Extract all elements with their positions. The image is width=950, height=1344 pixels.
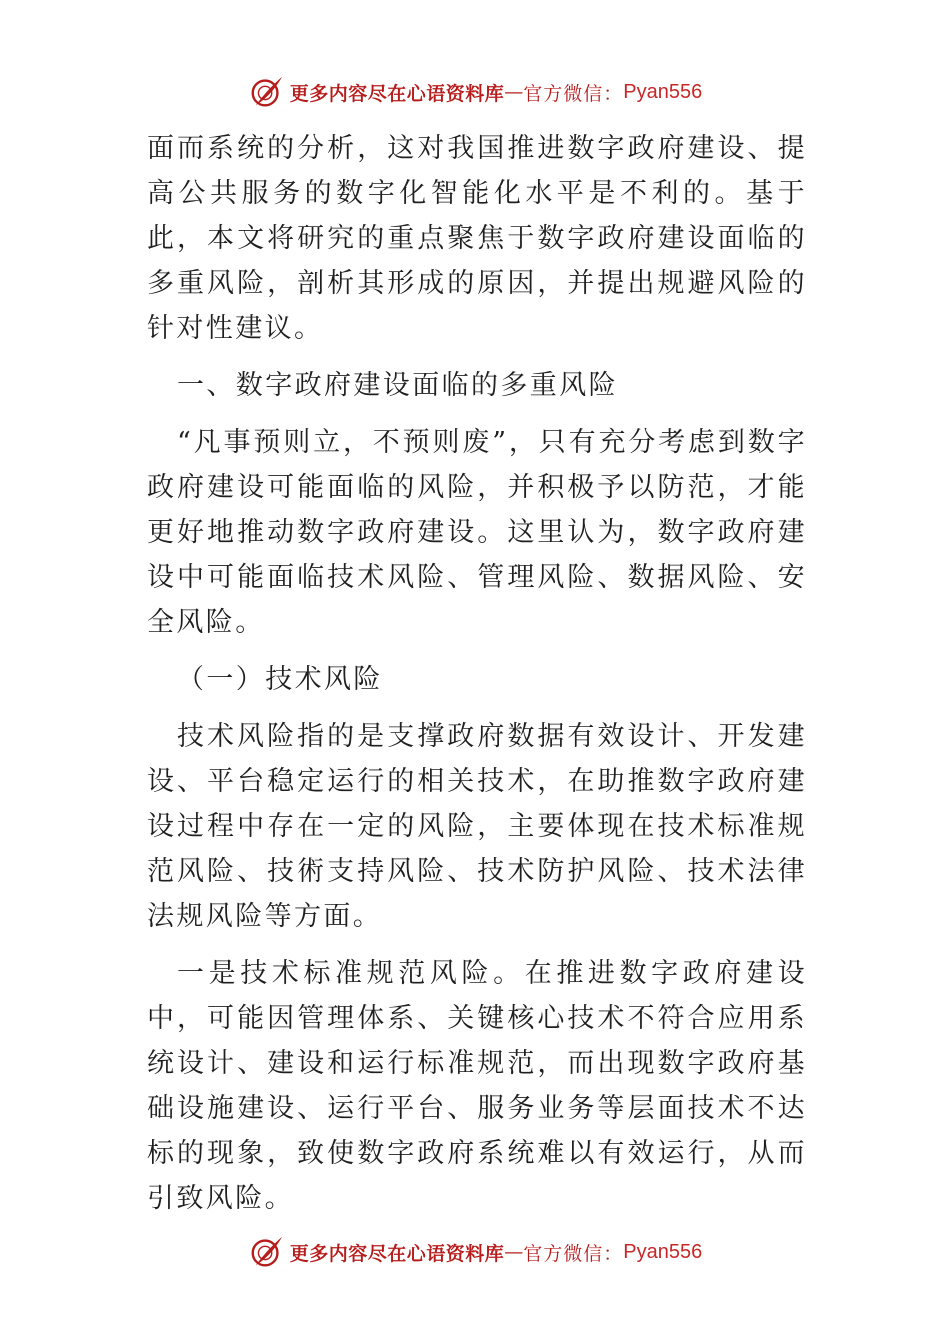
banner-title: 更多内容尽在心语资料库 [289,1242,505,1265]
paragraph-continued: 面而系统的分析，这对我国推进数字政府建设、提高公共服务的数字化智能化水平是不利的。基于此，本文将研究的重点聚焦于数字政府建设面临的多重风险，剖析其形成的原因，并提出规避风险的针对性建议。 [147,133,807,344]
document-body [147,126,807,1233]
quill-logo-icon [248,1233,286,1271]
banner-separator: — [504,1241,524,1263]
banner-wechat-id: Pyan556 [623,1240,703,1263]
banner-wechat-label: 官方微信： [523,1242,624,1265]
paragraph-intro: “凡事预则立，不预则废”，只有充分考虑到数字政府建设可能面临的风险，并积极予以防范，才能更好地推动数字政府建设。这里认为，数字政府建设中可能面临技术风险、管理风险、数据风险、安全风险。 [147,427,807,638]
banner-title: 更多内容尽在心语资料库 [289,82,505,105]
header-banner [0,72,950,112]
footer-banner [0,1232,950,1272]
banner-wechat-id: Pyan556 [623,80,703,103]
paragraph-tech-risk: 技术风险指的是支撑政府数据有效设计、开发建设、平台稳定运行的相关技术，在助推数字政府建设过程中存在一定的风险，主要体现在技术标准规范风险、技術支持风险、技术防护风险、技术法律法规风险等方面。 [147,721,807,932]
section-heading: 一、数字政府建设面临的多重风险 [177,370,618,401]
quill-logo-icon [248,73,286,111]
banner-separator: — [504,81,524,103]
banner-wechat-label: 官方微信： [523,82,624,105]
subsection-heading: （一）技术风险 [177,664,383,695]
paragraph-standard-risk: 一是技术标准规范风险。在推进数字政府建设中，可能因管理体系、关键核心技术不符合应用系统设计、建设和运行标准规范，而出现数字政府基础设施建设、运行平台、服务业务等层面技术不达标的现象，致使数字政府系统难以有效运行，从而引致风险。 [147,958,807,1214]
